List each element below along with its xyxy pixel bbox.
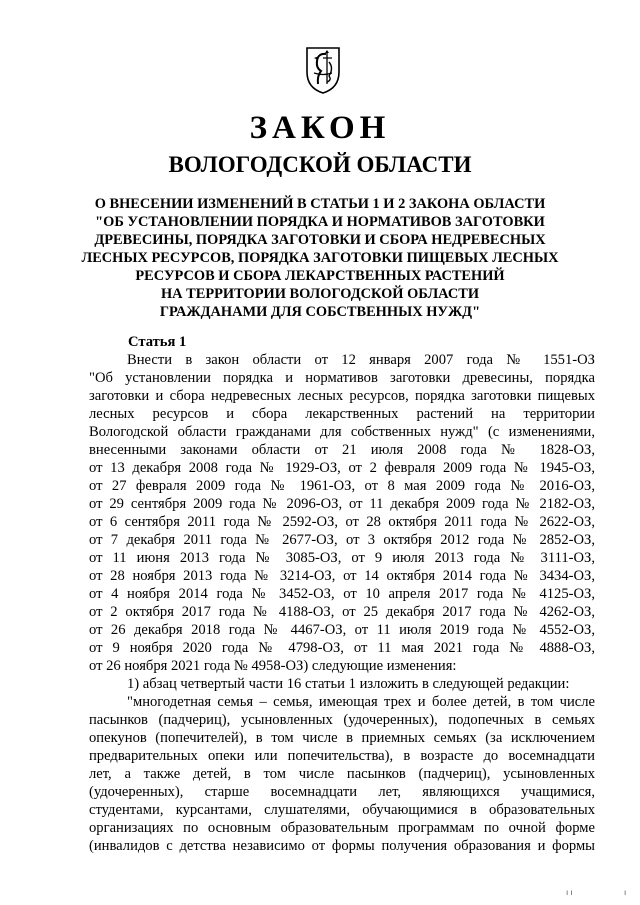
body-line: лет, а также детей, в том числе пасынков (падчериц), усыновленных [89, 766, 595, 782]
coat-of-arms-icon [305, 44, 341, 94]
body-line: от 11 июня 2013 года № 3085-ОЗ, от 9 июля 2013 года № 3111-ОЗ, [89, 550, 595, 566]
subject-line: НА ТЕРРИТОРИИ ВОЛОГОДСКОЙ ОБЛАСТИ [160, 286, 480, 302]
body-line: от 28 ноября 2013 года № 3214-ОЗ, от 14 октября 2014 года № 3434-ОЗ, [89, 568, 595, 584]
law-subject [60, 195, 580, 321]
body-line: от 6 сентября 2011 года № 2592-ОЗ, от 28 октября 2011 года № 2622-ОЗ, [89, 514, 595, 530]
body-line: "многодетная семья – семья, имеющая трех и более детей, в том числе [127, 694, 595, 710]
body-line: (удочеренных), старше восемнадцати лет, являющихся учащимися, [89, 784, 595, 800]
subject-line: ЛЕСНЫХ РЕСУРСОВ, ПОРЯДКА ЗАГОТОВКИ ПИЩЕВЫХ ЛЕСНЫХ [81, 250, 559, 266]
subject-line: О ВНЕСЕНИИ ИЗМЕНЕНИЙ В СТАТЬИ 1 И 2 ЗАКОНА ОБЛАСТИ [94, 196, 546, 212]
footer-mark: ı ı [566, 888, 573, 897]
law-title: ЗАКОН [249, 110, 391, 146]
body-line: от 9 ноября 2020 года № 4798-ОЗ, от 11 мая 2021 года № 4888-ОЗ, [89, 640, 595, 656]
subject-line: ГРАЖДАНАМИ ДЛЯ СОБСТВЕННЫХ НУЖД" [159, 304, 481, 320]
body-line: (инвалидов с детства независимо от формы получения образования и формы [89, 838, 595, 854]
body-line: предварительных опеки или попечительства), в возрасте до восемнадцати [89, 748, 595, 764]
body-line: "Об установлении порядка и нормативов заготовки древесины, порядка [89, 370, 595, 386]
article-heading: Статья 1 [128, 334, 187, 350]
body-line: Вологодской области гражданами для собственных нужд" (с изменениями, [89, 424, 595, 440]
body-line: от 7 декабря 2011 года № 2677-ОЗ, от 3 октября 2012 года № 2852-ОЗ, [89, 532, 595, 548]
body-line: лесных ресурсов и сбора лекарственных растений на территории [89, 406, 595, 422]
subject-line: ДРЕВЕСИНЫ, ПОРЯДКА ЗАГОТОВКИ И СБОРА НЕДРЕВЕСНЫХ [94, 232, 546, 248]
body-line: от 13 декабря 2008 года № 1929-ОЗ, от 2 февраля 2009 года № 1945-ОЗ, [89, 460, 595, 476]
article-body [89, 351, 595, 855]
body-line: внесенными законами области от 21 июля 2008 года № 1828-ОЗ, [89, 442, 595, 458]
body-line: от 2 октября 2017 года № 4188-ОЗ, от 25 декабря 2017 года № 4262-ОЗ, [89, 604, 595, 620]
body-line: от 26 ноября 2021 года № 4958-ОЗ) следующие изменения: [89, 658, 457, 674]
body-line: от 26 декабря 2018 года № 4467-ОЗ, от 11 июля 2019 года № 4552-ОЗ, [89, 622, 595, 638]
body-line: студентами, курсантами, слушателями, обучающимися в образовательных [89, 802, 595, 818]
subject-line: РЕСУРСОВ И СБОРА ЛЕКАРСТВЕННЫХ РАСТЕНИЙ [135, 268, 505, 284]
body-line: от 4 ноября 2014 года № 3452-ОЗ, от 10 апреля 2017 года № 4125-ОЗ, [89, 586, 595, 602]
body-line: Внести в закон области от 12 января 2007 года № 1551-ОЗ [127, 352, 595, 368]
body-line: организациях по основным образовательным программам по очной форме [89, 820, 595, 836]
body-line: заготовки и сбора недревесных лесных ресурсов, порядка заготовки пищевых [89, 388, 595, 404]
region-title: ВОЛОГОДСКОЙ ОБЛАСТИ [168, 152, 472, 177]
body-line: от 27 февраля 2009 года № 1961-ОЗ, от 8 мая 2009 года № 2016-ОЗ, [89, 478, 595, 494]
body-line: 1) абзац четвертый части 16 статьи 1 изложить в следующей редакции: [127, 676, 570, 692]
subject-line: "ОБ УСТАНОВЛЕНИИ ПОРЯДКА И НОРМАТИВОВ ЗАГОТОВКИ [95, 214, 545, 230]
body-line: пасынков (падчериц), усыновленных (удочеренных), подопечных в семьях [89, 712, 595, 728]
body-line: от 29 сентября 2009 года № 2096-ОЗ, от 11 декабря 2009 года № 2182-ОЗ, [89, 496, 595, 512]
body-line: опекунов (попечителей), в том числе в приемных семьях (за исключением [89, 730, 595, 746]
footer-mark: ı [624, 888, 627, 897]
